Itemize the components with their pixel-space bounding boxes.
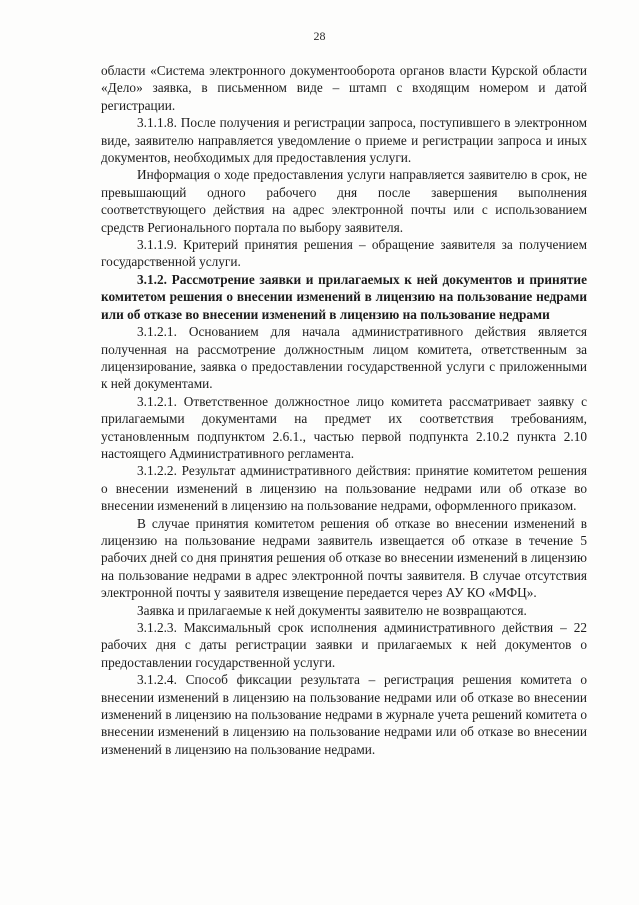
paragraph-3-1-2-1-b: 3.1.2.1. Ответственное должностное лицо комитета рассматривает заявку с прилагаемыми документами на предмет их соответствия требованиям, установленным подпунктом 2.6.1., частью первой подпункта 2.10.2 пункта 2.10 настоящего Административного регламента. [101, 393, 587, 461]
paragraph-3-1-2-4: 3.1.2.4. Способ фиксации результата – регистрация решения комитета о внесении изменений в лицензию на пользование недрами или об отказе во внесении изменений в лицензию на пользование недрами в журнале учета решений комитета о внесении изменений в лицензию на пользование недрами или об отказе во внесении изменений в лицензию на пользование недрами. [101, 672, 587, 757]
paragraph-3-1-2-3: 3.1.2.3. Максимальный срок исполнения административного действия – 22 рабочих дня с даты регистрации заявки и прилагаемых к ней документов о предоставлении государственной услуги. [101, 620, 587, 670]
page-number: 28 [313, 29, 326, 43]
paragraph-documents-not-returned: Заявка и прилагаемые к ней документы заявителю не возвращаются. [137, 602, 527, 618]
paragraph-continuation: области «Система электронного документооборота органов власти Курской области «Дело» заявка, в письменном виде – штамп с входящим номером и датой регистрации. [101, 63, 587, 113]
paragraph-3-1-1-9: 3.1.1.9. Критерий принятия решения – обращение заявителя за получением государственной услуги. [101, 237, 587, 270]
section-heading-3-1-2: 3.1.2. Рассмотрение заявки и прилагаемых к ней документов и принятие комитетом решения о внесении изменений в лицензию на пользование недрами или об отказе во внесении изменений в лицензию на пользование недрами [101, 271, 587, 322]
paragraph-3-1-2-2: 3.1.2.2. Результат административного действия: принятие комитетом решения о внесении изменений в лицензию на пользование недрами или об отказе во внесении изменений в лицензию на пользование недрами, оформленного приказом. [101, 463, 587, 514]
paragraph-progress-info: Информация о ходе предоставления услуги направляется заявителю в срок, не превышающий одного рабочего дня после завершения выполнения соответствующего действия на адрес электронной почты или с использованием средств Регионального портала по выбору заявителя. [101, 167, 587, 235]
document-body [101, 62, 587, 758]
paragraph-3-1-2-1-a: 3.1.2.1. Основанием для начала административного действия является полученная на рассмотрение должностным лицом комитета, ответственным за лицензирование, заявка о предоставлении государственной услуги с приложенными к ней документами. [101, 324, 587, 392]
paragraph-refusal-notice: В случае принятия комитетом решения об отказе во внесении изменений в лицензию на пользование недрами заявитель извещается об отказе в течение 5 рабочих дней со дня принятия решения об отказе во внесении изменений в лицензию на пользование недрами в адрес электронной почты заявителя. В случае отсутствия электронной почты у заявителя извещение передается через АУ КО «МФЦ». [101, 515, 587, 601]
paragraph-3-1-1-8: 3.1.1.8. После получения и регистрации запроса, поступившего в электронном виде, заявителю направляется уведомление о приеме и регистрации запроса и иных документов, необходимых для предоставления услуги. [101, 115, 587, 166]
